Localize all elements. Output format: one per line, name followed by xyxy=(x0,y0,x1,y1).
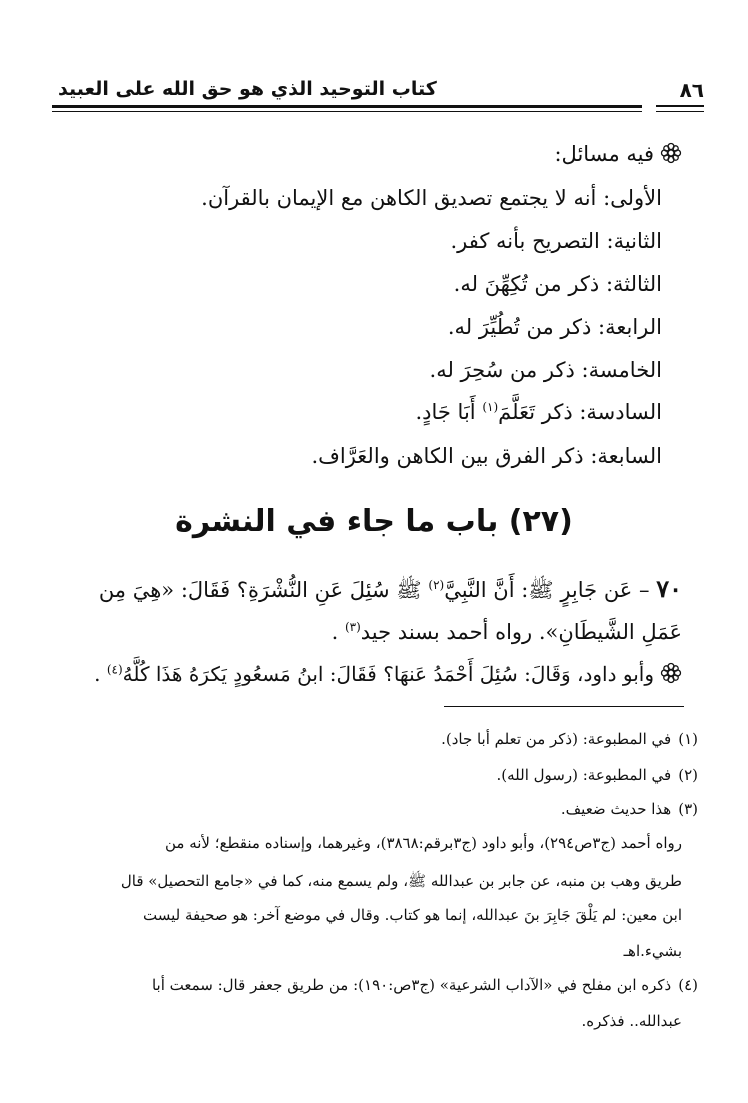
page-header xyxy=(52,78,704,114)
issue-item: الثالثة: ذكر من تُكِهِّنَ له. xyxy=(453,272,662,296)
issue-item-6 xyxy=(415,400,662,424)
footnote-marker: (٤) xyxy=(678,976,698,994)
issue-item: الرابعة: ذكر من تُطُيِّرَ له. xyxy=(447,315,662,339)
hadith-text: وأبو داود، وَقَالَ: سُئِلَ أَحْمَدُ عَنهَا؟ فَقَالَ: ابنُ مَسعُودٍ يَكرَهُ هَذَا كُلَّهُ xyxy=(122,662,654,686)
issue-item: الثانية: التصريح بأنه كفر. xyxy=(450,229,662,253)
page-number-rule xyxy=(656,105,704,107)
footnote-4 xyxy=(152,976,698,994)
footnote-text: ذكره ابن مفلح في «الآداب الشرعية» (ج٣ص:١٩٠): من طريق جعفر قال: سمعت أبا xyxy=(151,976,672,994)
issues-heading xyxy=(554,142,682,166)
footnote-ref: (٣) xyxy=(344,620,361,634)
hadith-text: ﷺ سُئِلَ عَنِ النُّشْرَةِ؟ فَقَالَ: «هِيَ مِن xyxy=(98,578,422,602)
flower-ornament-icon xyxy=(660,142,682,164)
footnote-text-line: رواه أحمد (ج٣ص٢٩٤)، وأبو داود (ج٣برقم:٣٨٦٨)، وغيرهما، وإسناده منقطع؛ لأنه من xyxy=(164,834,682,852)
hadith-line-3: وأبو داود، وَقَالَ: سُئِلَ أَحْمَدُ عَنهَا؟ فَقَالَ: ابنُ مَسعُودٍ يَكرَهُ هَذَا كُلَّهُ$^{(٤)}$ . xyxy=(94,662,682,686)
footnote-marker: (١) xyxy=(678,730,698,748)
footnote-ref: (٢) xyxy=(428,578,445,592)
footnote-2 xyxy=(497,766,698,784)
footnote-text: في المطبوعة: (ذكر من تعلم أبا جاد). xyxy=(441,730,672,748)
footnote-text-line: طريق وهب بن منبه، عن جابر بن عبدالله ﷺ، ولم يسمع منه، كما في «جامع التحصيل» قال xyxy=(120,872,682,890)
hadith-line-2: عَمَلِ الشَّيطَانِ». رواه أحمد بسند جيد$^{(٣)}$ . xyxy=(331,620,682,644)
flower-ornament-icon xyxy=(660,662,682,684)
footnote-marker: (٢) xyxy=(678,766,698,784)
chapter-heading: (٢٧) باب ما جاء في النشرة xyxy=(175,504,573,539)
footnote-marker: (٣) xyxy=(678,800,698,818)
issue-item-text: السادسة: ذكر تَعَلَّمَ xyxy=(498,400,662,424)
page-number: ٨٦ xyxy=(679,78,704,102)
issue-item: الأولى: أنه لا يجتمع تصديق الكاهن مع الإيمان بالقرآن. xyxy=(201,186,662,210)
hadith-line-1 xyxy=(99,574,682,608)
running-title: كتاب التوحيد الذي هو حق الله على العبيد xyxy=(58,78,437,100)
issues-heading-text: فيه مسائل: xyxy=(554,142,654,166)
footnote-1 xyxy=(441,730,698,748)
footnote-text-line: ابن معين: لم يَلْقَ جَابِرَ بنَ عبدالله، إنما هو كتاب. وقال في موضع آخر: هو صحيفة ليست xyxy=(143,906,682,924)
issue-item: السابعة: ذكر الفرق بين الكاهن والعَرَّاف. xyxy=(311,444,662,468)
issue-item-end: أَبَا جَادٍ. xyxy=(415,400,476,424)
footnote-text-line: بشيء.اهـ xyxy=(623,942,682,960)
hadith-number: ٧٠ xyxy=(656,574,682,603)
header-rule-thin xyxy=(52,111,642,112)
header-rule xyxy=(52,105,642,108)
footnote-text: في المطبوعة: (رسول الله). xyxy=(496,766,672,784)
page-number-rule-thin xyxy=(656,111,704,112)
hadith-text: عَمَلِ الشَّيطَانِ». رواه أحمد بسند جيد xyxy=(360,620,682,644)
footnote-text-line: عبدالله.. فذكره. xyxy=(581,1012,682,1030)
hadith-text: – عَن جَابِرٍ ﷺ: أَنَّ النَّبِيَّ xyxy=(444,578,650,602)
issue-item: الخامسة: ذكر من سُحِرَ له. xyxy=(429,358,662,382)
footnote-3 xyxy=(561,800,698,818)
footnote-ref: (١) xyxy=(482,400,499,414)
footnote-text: هذا حديث ضعيف. xyxy=(560,800,672,818)
footnote-ref: (٤) xyxy=(106,662,123,677)
footnote-separator xyxy=(444,706,684,707)
